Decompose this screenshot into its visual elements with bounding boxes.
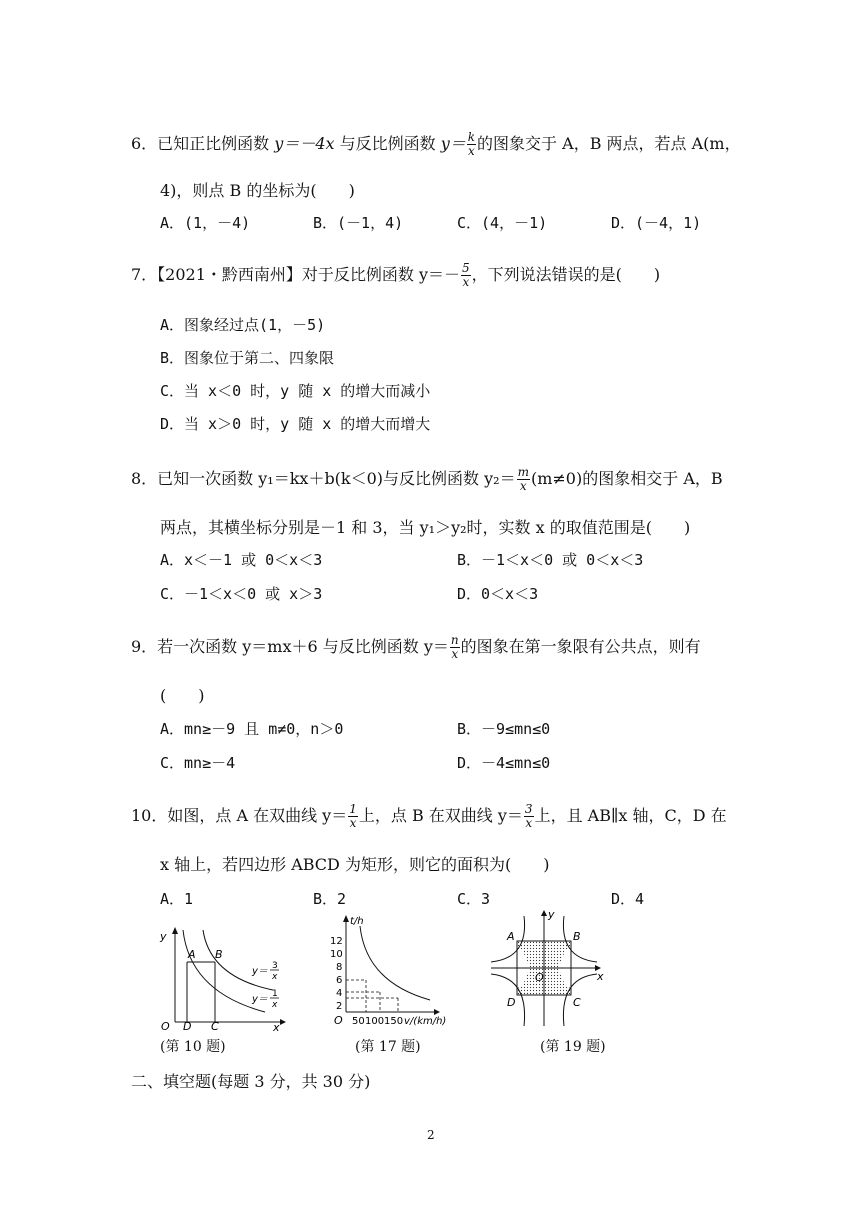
fig17-ytick-2: 2 xyxy=(336,1001,343,1012)
q8-option-d: D．0＜x＜3 xyxy=(457,585,539,603)
q6-option-a: A．(1，－4) xyxy=(160,214,251,232)
q10-frac1-num: 1 xyxy=(349,802,357,816)
fig17-xtick-150: 150 xyxy=(384,1016,404,1027)
fig17-ytick-10: 10 xyxy=(330,949,343,960)
q6-frac-den: x xyxy=(468,144,475,158)
fig19-d-label: D xyxy=(507,996,516,1009)
q6-option-b: B．(－1，4) xyxy=(313,214,404,232)
fig10-a-label: A xyxy=(188,948,196,961)
q7-frac-den: x xyxy=(462,275,470,289)
figure-10 xyxy=(155,922,290,1032)
q10-option-a: A．1 xyxy=(160,890,194,908)
fig17-ytick-6: 6 xyxy=(336,975,343,986)
q8-fraction xyxy=(517,466,530,493)
fig17-ytick-12: 12 xyxy=(330,936,343,947)
fig17-x-axis-label: v/(km/h) xyxy=(404,1016,447,1027)
q6-line1 xyxy=(131,131,741,158)
q9-text-b: 的图象在第一象限有公共点，则有 xyxy=(460,637,701,656)
fig10-c-label: C xyxy=(211,1020,219,1032)
q6-text-b: 与反比例函数 xyxy=(334,134,441,153)
q10-text-c: 上，且 AB∥x 轴，C，D 在 xyxy=(534,806,727,825)
q10-line1 xyxy=(131,803,727,830)
q10-text-a: 10．如图，点 A 在双曲线 y＝ xyxy=(131,806,348,825)
q9-line1 xyxy=(131,634,701,661)
fig10-b-label: B xyxy=(215,948,223,961)
q10-frac2-num: 3 xyxy=(524,802,533,816)
fig17-ytick-8: 8 xyxy=(336,962,343,973)
q6-frac-num: k xyxy=(467,130,476,144)
fig10-caption: (第 10 题) xyxy=(160,1039,226,1055)
q10-option-d: D．4 xyxy=(611,890,645,908)
fig17-xtick-50: 50 xyxy=(352,1016,365,1027)
q7-fraction xyxy=(461,262,471,289)
q8-frac-num: m xyxy=(517,465,529,479)
fig10-eq3-num: 3 xyxy=(272,961,278,971)
fig10-eq3-label: y＝ xyxy=(252,966,268,977)
q8-text-b: (m≠0)的图象相交于 A，B xyxy=(530,469,723,488)
fig10-eq1-den: x xyxy=(272,1000,278,1010)
fig10-d-label: D xyxy=(183,1020,192,1032)
q8-line1 xyxy=(131,466,723,493)
q10-option-c: C．3 xyxy=(457,890,491,908)
fig10-eq1-label: y＝ xyxy=(252,994,268,1005)
q8-option-a: A．x＜－1 或 0＜x＜3 xyxy=(160,551,323,569)
q8-option-b: B．－1＜x＜0 或 0＜x＜3 xyxy=(457,551,644,569)
q7-option-d: D．当 x＞0 时，y 随 x 的增大而增大 xyxy=(160,415,431,433)
q6-text-a: 6．已知正比例函数 xyxy=(131,134,275,153)
fig17-y-ticks xyxy=(330,936,343,1012)
q10-line2: x 轴上，若四边形 ABCD 为矩形，则它的面积为( ) xyxy=(160,855,550,874)
fig10-origin-label: O xyxy=(161,1020,170,1032)
q9-line2: ( ) xyxy=(160,686,205,705)
q8-text-a: 8．已知一次函数 y₁＝kx＋b(k＜0)与反比例函数 y₂＝ xyxy=(131,469,516,488)
fig17-xtick-100: 100 xyxy=(365,1016,385,1027)
q6-option-d: D．(－4，1) xyxy=(611,214,702,232)
fig10-eq1-num: 1 xyxy=(272,989,278,999)
fig19-a-label: A xyxy=(507,930,515,943)
q8-line2: 两点，其横坐标分别是－1 和 3，当 y₁＞y₂时，实数 x 的取值范围是( ) xyxy=(160,518,691,537)
fig19-y-label: y xyxy=(548,908,555,921)
q9-option-c: C．mn≥－4 xyxy=(160,754,236,772)
fig17-ytick-4: 4 xyxy=(336,988,343,999)
q8-option-c: C．－1＜x＜0 或 x＞3 xyxy=(160,585,323,603)
q7-option-b: B．图象位于第二、四象限 xyxy=(160,349,335,367)
figure-17 xyxy=(318,912,468,1030)
fig17-origin-label: O xyxy=(334,1014,343,1027)
q6-line2: 4)，则点 B 的坐标为( ) xyxy=(160,181,355,200)
q9-option-d: D．－4≤mn≤0 xyxy=(457,754,551,772)
q6-eq2: y＝ xyxy=(440,134,466,153)
q6-eq1: y＝－4x xyxy=(274,134,335,153)
q7-frac-num: 5 xyxy=(462,261,470,275)
q10-frac2-den: x xyxy=(525,816,533,830)
section-2-heading: 二、填空题(每题 3 分，共 30 分) xyxy=(131,1072,371,1091)
q9-text-a: 9．若一次函数 y＝mx＋6 与反比例函数 y＝ xyxy=(131,637,449,656)
q9-frac-den: x xyxy=(451,647,459,661)
q9-frac-num: n xyxy=(450,633,459,647)
q7-text-a: 7．【2021・黔西南州】对于反比例函数 y＝－ xyxy=(131,265,461,284)
fig17-y-axis-label: t/h xyxy=(350,916,364,927)
q8-frac-den: x xyxy=(519,479,527,493)
q6-option-c: C．(4，－1) xyxy=(457,214,548,232)
fig19-c-label: C xyxy=(573,996,581,1009)
q7-option-a: A．图象经过点(1，－5) xyxy=(160,316,326,334)
q10-fraction-1 xyxy=(348,803,358,830)
fig17-caption: (第 17 题) xyxy=(355,1039,421,1055)
q6-text-c: 的图象交于 A，B 两点，若点 A(m， xyxy=(477,134,741,153)
q10-frac1-den: x xyxy=(349,816,357,830)
q9-fraction xyxy=(450,634,460,661)
q10-option-b: B．2 xyxy=(313,890,347,908)
fig19-x-label: x xyxy=(597,970,604,983)
fig10-eq3-den: x xyxy=(272,972,278,982)
fig10-y-label: y xyxy=(160,930,167,943)
fig19-b-label: B xyxy=(573,930,581,943)
fig19-origin-label: O xyxy=(535,971,544,984)
q10-fraction-2 xyxy=(524,803,534,830)
q6-fraction xyxy=(467,131,476,158)
page-number: 2 xyxy=(427,1128,435,1142)
q7-line1 xyxy=(131,262,660,289)
q10-text-b: 上，点 B 在双曲线 y＝ xyxy=(358,806,523,825)
fig19-caption: (第 19 题) xyxy=(540,1039,606,1055)
q9-option-b: B．－9≤mn≤0 xyxy=(457,720,551,738)
q9-option-a: A．mn≥－9 且 m≠0，n＞0 xyxy=(160,720,344,738)
figure-19 xyxy=(487,908,607,1033)
fig10-x-label: x xyxy=(273,1021,280,1032)
q7-option-c: C．当 x＜0 时，y 随 x 的增大而减小 xyxy=(160,382,431,400)
q7-text-b: ，下列说法错误的是( ) xyxy=(471,265,661,284)
